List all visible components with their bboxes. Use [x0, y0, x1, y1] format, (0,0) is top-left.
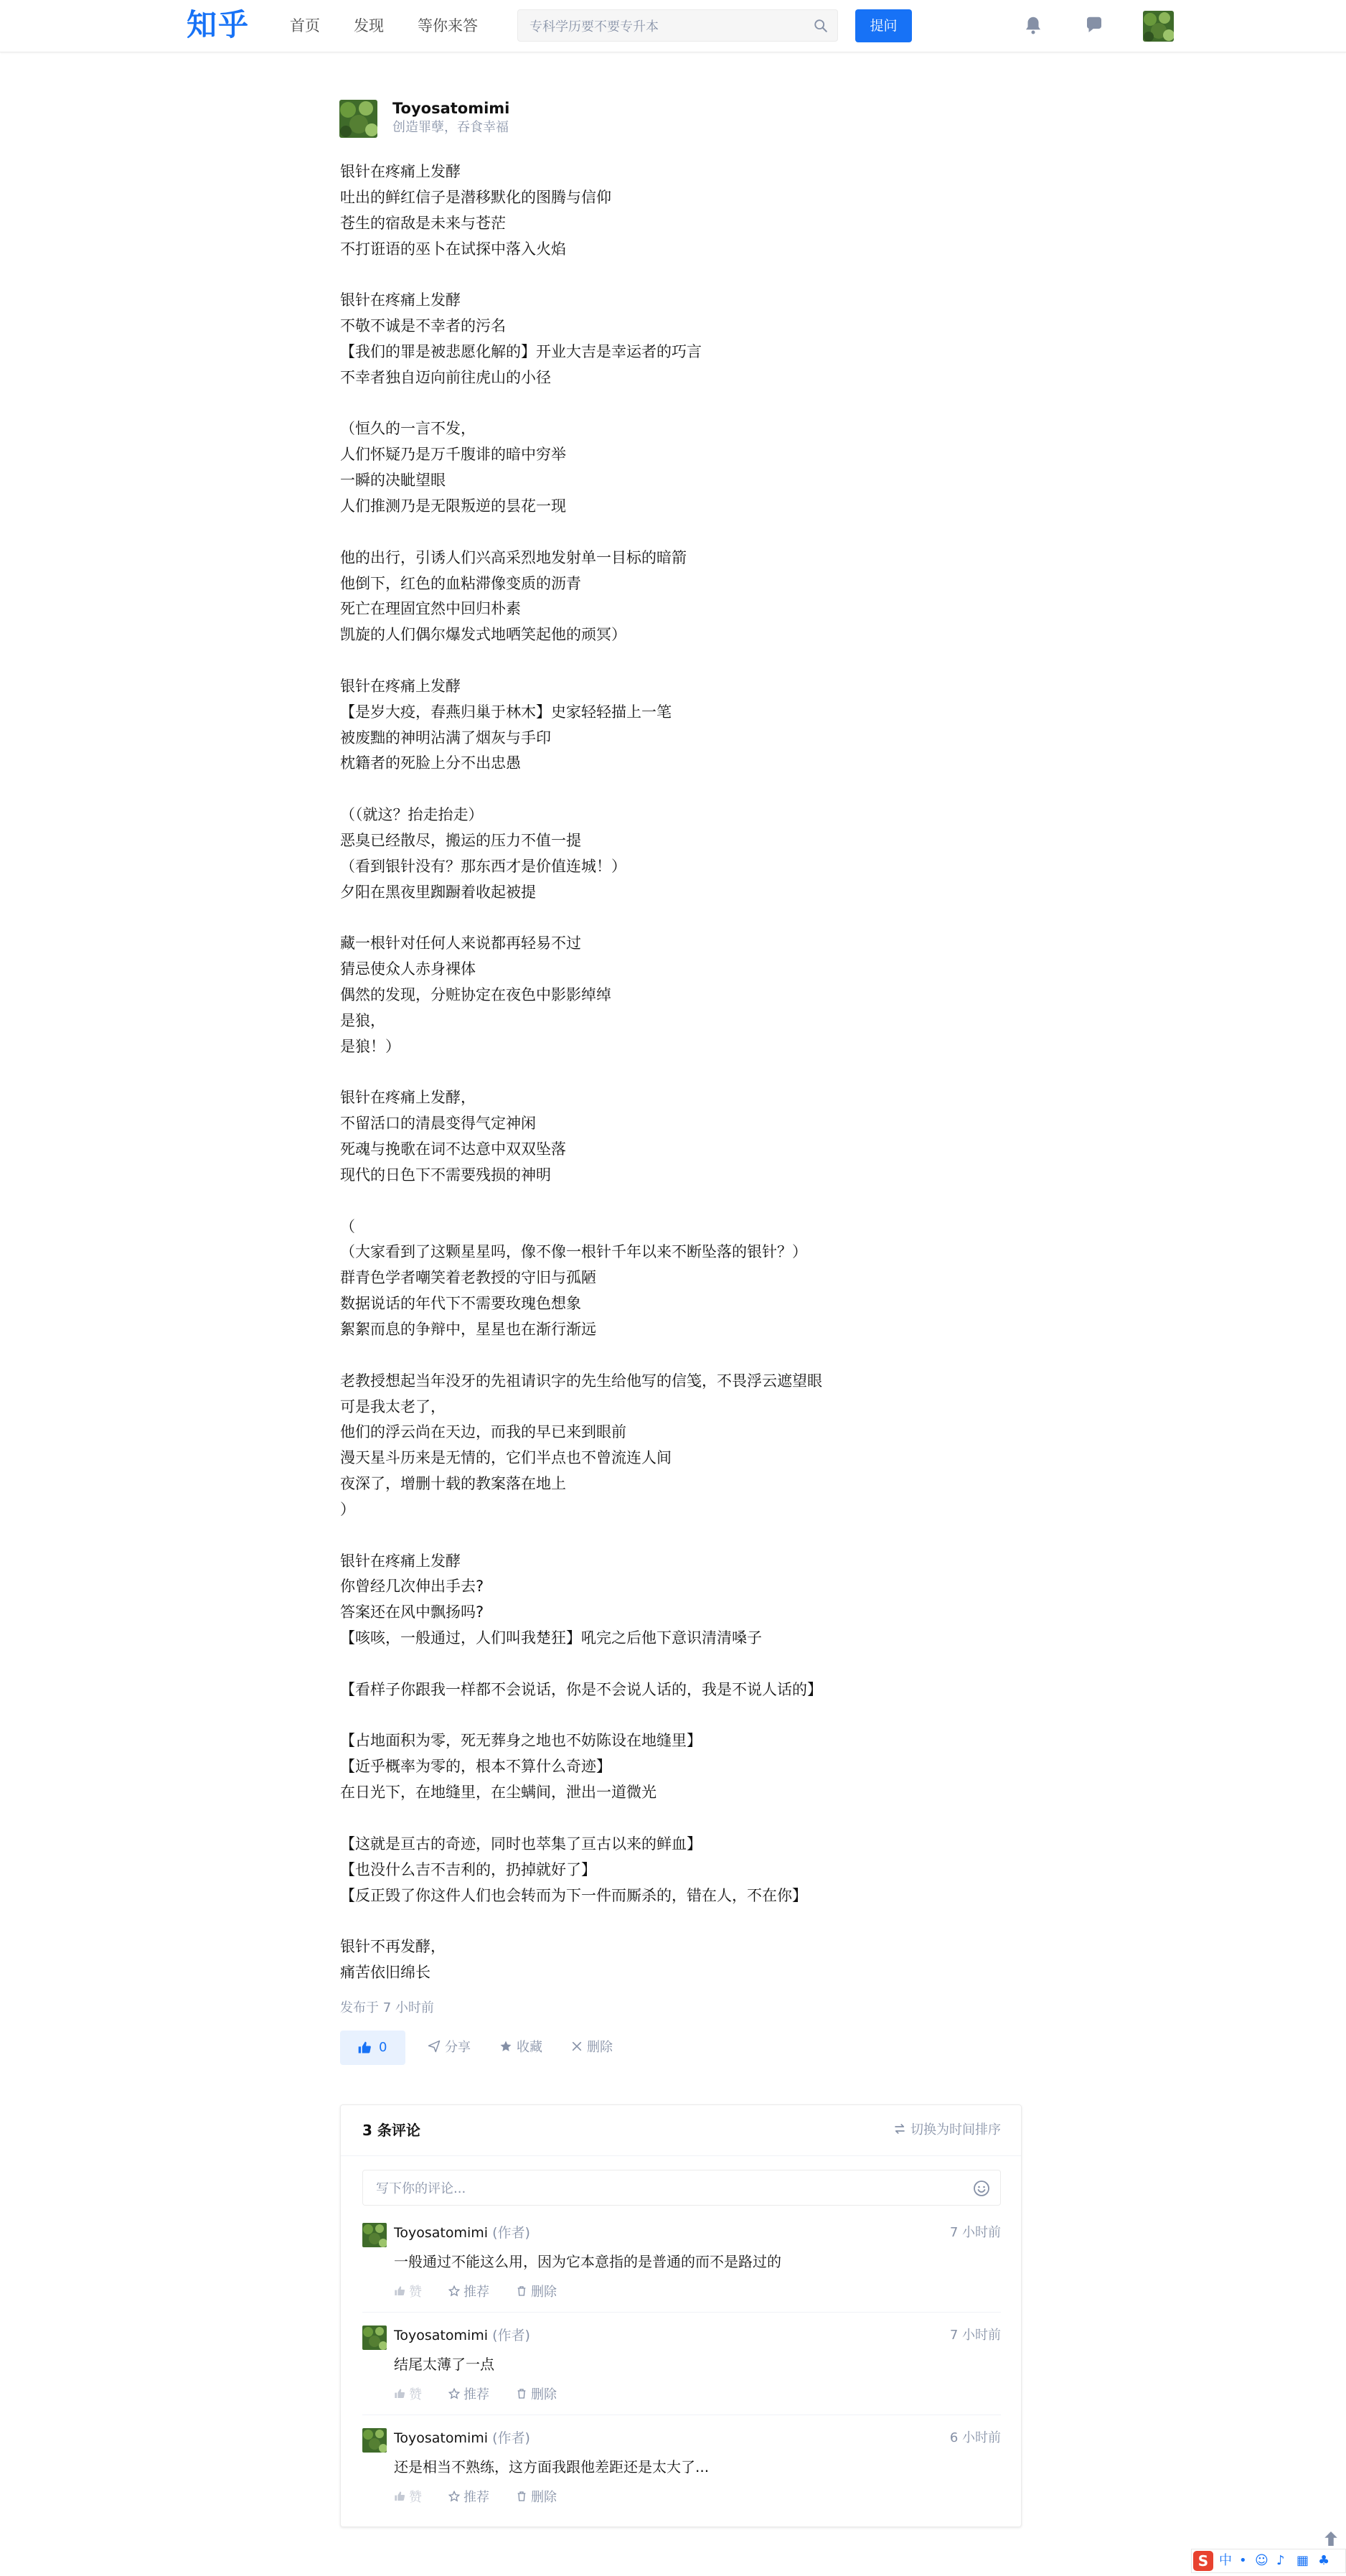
commenter-name[interactable]: Toyosatomimi (作者) — [394, 2430, 530, 2446]
poem-blank-line — [340, 1806, 1029, 1832]
poem-line: 是狼， — [340, 1011, 385, 1029]
poem-line: 银针在疼痛上发酵 — [340, 163, 461, 180]
author-tag: (作者) — [492, 2430, 530, 2446]
thumbs-up-icon — [394, 2285, 405, 2297]
poem-line: 在日光下，在地缝里，在尘螨间，泄出一道微光 — [340, 1784, 656, 1802]
poem-line: 【我们的罪是被悲愿化解的】开业大吉是幸运者的巧言 — [340, 342, 702, 360]
poem-blank-line — [340, 1189, 1029, 1214]
poem-line: 不敬不诚是不幸者的污名 — [340, 317, 506, 335]
share-button[interactable]: 分享 — [428, 2031, 471, 2065]
trash-icon — [516, 2388, 527, 2399]
comment-recommend-button[interactable]: 推荐 — [448, 2282, 489, 2303]
poem-line: 【近乎概率为零的，根本不算什么奇迹】 — [340, 1758, 611, 1776]
poem-blank-line — [340, 1523, 1029, 1549]
ime-toolbar[interactable] — [1191, 2549, 1346, 2573]
comment-input[interactable] — [375, 2178, 951, 2199]
poem-line: 【是岁大疫，春燕归巢于林木】史家轻轻描上一笔 — [340, 703, 672, 721]
poem-line: （看到银针没有？那东西才是价值连城！） — [340, 857, 626, 875]
poem-line: 【占地面积为零，死无葬身之地也不妨陈设在地缝里】 — [340, 1732, 702, 1750]
star-outline-icon — [448, 2388, 460, 2399]
poem-line: 夕阳在黑夜里踟蹰着收起被提 — [340, 883, 536, 901]
poem-line: 【也没什么吉不吉利的，扔掉就好了】 — [340, 1860, 596, 1878]
poem-blank-line — [340, 1703, 1029, 1729]
comment-text: 结尾太薄了一点 — [394, 2356, 494, 2373]
post-actions — [340, 2031, 842, 2065]
comment-count: 3 条评论 — [362, 2122, 420, 2139]
poem-line: 【咳咳，一般通过，人们叫我楚狂】吼完之后他下意识清清嗓子 — [340, 1629, 762, 1647]
delete-button[interactable]: 删除 — [571, 2031, 613, 2065]
author-avatar[interactable] — [339, 100, 377, 138]
commenter-avatar[interactable] — [362, 2223, 387, 2247]
comment-item — [362, 2321, 1001, 2415]
poem-line: 偶然的发现，分赃协定在夜色中影影绰绰 — [340, 986, 611, 1003]
poem-line: 凯旋的人们偶尔爆发式地哂笑起他的顽冥） — [340, 626, 626, 644]
comment-text: 一般通过不能这么用，因为它本意指的是普通的而不是路过的 — [394, 2253, 781, 2270]
poem-line: 夜深了，增删十载的教案落在地上 — [340, 1475, 566, 1493]
ime-keyboard[interactable]: ▦ — [1296, 2553, 1309, 2568]
comments-panel — [340, 2104, 1022, 2527]
back-to-top-icon[interactable] — [1320, 2528, 1342, 2549]
thumbs-up-icon — [394, 2491, 405, 2502]
poem-line: 人们推测乃是无限叛逆的昙花一现 — [340, 497, 566, 515]
poem-line: 【这就是亘古的奇迹，同时也萃集了亘古以来的鲜血】 — [340, 1835, 702, 1853]
poem-line: 他们的浮云尚在天边，而我的早已来到眼前 — [340, 1423, 626, 1441]
trash-icon — [516, 2285, 527, 2297]
poem-line: 人们怀疑乃是万千腹诽的暗中穷举 — [340, 446, 566, 464]
comment-time: 7 小时前 — [949, 2328, 1001, 2343]
poem-line: 不留活口的清晨变得气定神闲 — [340, 1115, 536, 1133]
poem-line: 漫天星斗历来是无情的，它们半点也不曾流连人间 — [340, 1449, 672, 1467]
author-bio: 创造罪孽，吞食幸福 — [392, 120, 509, 135]
ime-chinese-mode[interactable]: 中 — [1219, 2553, 1232, 2568]
poem-line: 絮絮而息的争辩中，星星也在渐行渐远 — [340, 1320, 596, 1338]
commenter-avatar[interactable] — [362, 2428, 387, 2453]
emoji-icon[interactable] — [973, 2180, 990, 2197]
top-navbar — [0, 0, 1346, 52]
comment-item — [362, 2219, 1001, 2313]
poem-blank-line — [340, 1652, 1029, 1677]
star-outline-icon — [448, 2491, 460, 2502]
poem-line: 群青色学者嘲笑着老教授的守旧与孤陋 — [340, 1269, 596, 1287]
comment-like-button[interactable]: 赞 — [394, 2487, 422, 2509]
comment-like-button[interactable]: 赞 — [394, 2282, 422, 2303]
poem-blank-line — [340, 520, 1029, 545]
nav-discover[interactable]: 发现 — [354, 17, 384, 34]
poem-line: 银针在疼痛上发酵 — [340, 677, 461, 695]
poem-line: 不打诳语的巫卜在试探中落入火焰 — [340, 240, 566, 258]
poem-line: 猜忌使众人赤身裸体 — [340, 960, 476, 978]
poem-line: 一瞬的决眦望眼 — [340, 472, 446, 490]
poem-line: 银针在疼痛上发酵 — [340, 1552, 461, 1570]
search-box — [517, 9, 838, 42]
poem-line: 老教授想起当年没牙的先祖请识字的先生给他写的信笺，不畏浮云遮望眼 — [340, 1372, 822, 1390]
poem-line: ） — [340, 1500, 355, 1518]
comment-delete-button[interactable]: 删除 — [516, 2487, 557, 2509]
swap-icon — [893, 2122, 906, 2135]
poem-line: 被废黜的神明沾满了烟灰与手印 — [340, 729, 551, 746]
poem-line: （（就这？抬走抬走） — [340, 806, 484, 824]
ime-voice[interactable]: ♪ — [1276, 2553, 1285, 2568]
comment-like-button[interactable]: 赞 — [394, 2384, 422, 2406]
close-icon — [571, 2041, 583, 2052]
poem-line: 痛苦依旧绵长 — [340, 1964, 430, 1982]
poem-line: （ — [340, 1217, 355, 1235]
comment-text: 还是相当不熟练，这方面我跟他差距还是太大了... — [394, 2458, 710, 2476]
comments-header — [341, 2105, 1021, 2156]
poem-blank-line — [340, 391, 1029, 417]
poem-line: 现代的日色下不需要残损的神明 — [340, 1166, 551, 1184]
poem-line: 可是我太老了， — [340, 1397, 446, 1415]
poem-line: 他的出行，引诱人们兴高采烈地发射单一目标的暗箭 — [340, 548, 687, 566]
poem-line: 银针不再发酵， — [340, 1938, 446, 1956]
comment-delete-button[interactable]: 删除 — [516, 2384, 557, 2406]
comment-recommend-button[interactable]: 推荐 — [448, 2487, 489, 2509]
comment-input-box — [362, 2170, 1001, 2206]
poem-line: 藏一根针对任何人来说都再轻易不过 — [340, 935, 581, 952]
ime-emoji[interactable]: ☺ — [1255, 2553, 1269, 2568]
vote-count: 0 — [379, 2040, 387, 2055]
user-avatar[interactable] — [1143, 11, 1174, 42]
upvote-button[interactable] — [340, 2031, 405, 2065]
nav-waiting-answers[interactable]: 等你来答 — [418, 17, 478, 34]
thumbs-up-icon — [357, 2041, 372, 2055]
comment-time: 6 小时前 — [949, 2430, 1001, 2445]
comment-delete-button[interactable]: 删除 — [516, 2282, 557, 2303]
poem-blank-line — [340, 1908, 1029, 1934]
star-icon — [499, 2040, 512, 2053]
poem-line: （大家看到了这颗星星吗，像不像一根针千年以来不断坠落的银针？） — [340, 1243, 807, 1261]
commenter-avatar[interactable] — [362, 2326, 387, 2350]
search-input[interactable] — [528, 16, 804, 37]
star-outline-icon — [448, 2285, 460, 2297]
poem-blank-line — [340, 905, 1029, 931]
sogou-logo: S — [1193, 2551, 1213, 2571]
poem-line: 银针在疼痛上发酵， — [340, 1089, 476, 1107]
poem-blank-line — [340, 648, 1029, 674]
commenter-name[interactable]: Toyosatomimi (作者) — [394, 2328, 530, 2343]
commenter-name[interactable]: Toyosatomimi (作者) — [394, 2225, 530, 2241]
poem-line: 数据说话的年代下不需要玫瑰色想象 — [340, 1295, 581, 1313]
comment-item — [362, 2424, 1001, 2517]
poem-blank-line — [340, 262, 1029, 288]
poem-line: 你曾经几次伸出手去? — [340, 1578, 484, 1596]
post-content — [340, 159, 1029, 1986]
nav-home[interactable]: 首页 — [290, 17, 320, 34]
poem-blank-line — [340, 1343, 1029, 1369]
ime-skin[interactable]: ♣ — [1318, 2553, 1330, 2568]
poem-line: 答案还在风中飘扬吗? — [340, 1603, 484, 1621]
poem-line: 恶臭已经散尽，搬运的压力不值一提 — [340, 831, 581, 849]
poem-line: 吐出的鲜红信子是潜移默化的图腾与信仰 — [340, 188, 611, 206]
poem-line: 银针在疼痛上发酵 — [340, 291, 461, 309]
author-tag: (作者) — [492, 2328, 530, 2343]
poem-line: 是狼！） — [340, 1037, 400, 1055]
favorite-button[interactable]: 收藏 — [499, 2031, 542, 2065]
poem-line: 【反正毁了你这件人们也会转而为下一件而厮杀的，错在人，不在你】 — [340, 1886, 807, 1904]
thumbs-up-icon — [394, 2388, 405, 2399]
sort-switch-button[interactable]: 切换为时间排序 — [893, 2121, 1001, 2140]
send-icon — [428, 2040, 441, 2053]
poem-line: （恒久的一言不发， — [340, 420, 476, 438]
poem-line: 枕籍者的死脸上分不出忠愚 — [340, 754, 521, 772]
search-icon[interactable] — [813, 18, 829, 34]
comment-recommend-button[interactable]: 推荐 — [448, 2384, 489, 2406]
poem-blank-line — [340, 777, 1029, 802]
publish-time: 发布于 7 小时前 — [340, 2000, 434, 2015]
poem-blank-line — [340, 1060, 1029, 1086]
ask-question-button[interactable]: 提问 — [855, 9, 912, 42]
bell-icon[interactable] — [1022, 14, 1044, 36]
poem-line: 苍生的宿敌是未来与苍茫 — [340, 214, 506, 232]
poem-line: 【看样子你跟我一样都不会说话，你是不会说人话的，我是不说人话的】 — [340, 1680, 822, 1698]
comment-time: 7 小时前 — [949, 2225, 1001, 2240]
trash-icon — [516, 2491, 527, 2502]
poem-line: 死魂与挽歌在词不达意中双双坠落 — [340, 1141, 566, 1158]
ime-punctuation[interactable]: • — [1239, 2553, 1247, 2568]
author-tag: (作者) — [492, 2225, 530, 2241]
zhihu-logo[interactable]: 知乎 — [187, 7, 250, 42]
message-icon[interactable] — [1083, 14, 1105, 36]
poem-line: 他倒下，红色的血粘滞像变质的沥青 — [340, 574, 581, 592]
poem-line: 不幸者独自迈向前往虎山的小径 — [340, 368, 551, 386]
post-author — [339, 98, 770, 139]
author-name[interactable]: Toyosatomimi — [392, 100, 510, 117]
poem-line: 死亡在理固宜然中回归朴素 — [340, 600, 521, 618]
